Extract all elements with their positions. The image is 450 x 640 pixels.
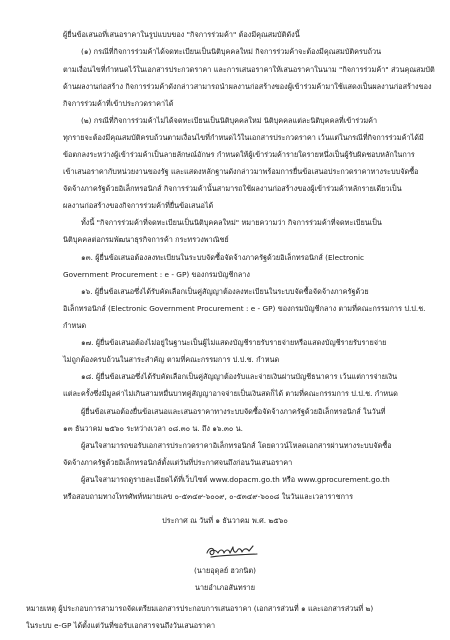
item-13-line-2: Government Procurement : e - GP) ของกรมบัญชีกลาง	[63, 270, 250, 279]
signature-mark	[203, 541, 263, 561]
remark-line-1: หมายเหตุ ผู้ประกอบการสามารถจัดเตรียมเอกสารประกอบการเสนอราคา (เอกสารส่วนที่ ๑ และเอกสารส่วนที่ ๒)	[26, 604, 374, 613]
signatory-title: นายอำเภอสันทราย	[194, 583, 256, 592]
jv-rule-1-line-4: กิจการร่วมค้าที่เข้าประกวดราคาได้	[63, 99, 174, 108]
jv-rule-1-line-1: (๑) กรณีที่กิจการร่วมค้าได้จดทะเบียนเป็นนิติบุคคลใหม่ กิจการร่วมค้าจะต้องมีคุณสมบัติครบถ้วน	[81, 47, 382, 56]
item-13-line-1: ๑๓. ผู้ยื่นข้อเสนอต้องลงทะเบียนในระบบจัดซื้อจัดจ้างภาครัฐด้วยอิเล็กทรอนิกส์ (Electronic	[81, 253, 364, 262]
jv-rule-1-line-3: ด้านผลงานก่อสร้าง กิจการร่วมค้าดังกล่าวสามารถนำผลงานก่อสร้างของผู้เข้าร่วมค้ามาใช้แสดงเป็นผลงานก่อสร้างของ	[63, 82, 432, 91]
download-line-1: ผู้สนใจสามารถขอรับเอกสารประกวดราคาอิเล็กทรอนิกส์ โดยดาวน์โหลดเอกสารผ่านทางระบบจัดซื้อ	[81, 441, 392, 450]
item-16-line-1: ๑๖. ผู้ยื่นข้อเสนอซึ่งได้รับคัดเลือกเป็นคู่สัญญาต้องลงทะเบียนในระบบจัดซื้อจัดจ้างภาครัฐด้วย	[81, 287, 369, 296]
signature	[203, 541, 263, 561]
download-line-2: จัดจ้างภาครัฐด้วยอิเล็กทรอนิกส์ตั้งแต่วันที่ประกาศจนถึงก่อนวันเสนอราคา	[63, 458, 293, 467]
submission-line-1: ผู้ยื่นข้อเสนอต้องยื่นข้อเสนอและเสนอราคาทางระบบจัดซื้อจัดจ้างภาครัฐด้วยอิเล็กทรอนิกส์ ในวันที่	[81, 407, 386, 416]
item-17-line-2: ไม่ถูกต้องครบถ้วนในสาระสำคัญ ตามที่คณะกรรมการ ป.ป.ช. กำหนด	[63, 355, 280, 364]
item-18-line-2: แต่ละครั้งซึ่งมีมูลค่าไม่เกินสามหมื่นบาทคู่สัญญาอาจจ่ายเป็นเงินสดก็ได้ ตามที่คณะกรรมการ ป.ป.ช. กำหนด	[63, 389, 398, 398]
submission-line-2: ๑๓ ธันวาคม ๒๕๖๐ ระหว่างเวลา ๐๘.๓๐ น. ถึง ๑๖.๓๐ น.	[63, 424, 243, 433]
jv-definition-line-2: นิติบุคคลต่อกรมพัฒนาธุรกิจการค้า กระทรวงพาณิชย์	[63, 235, 229, 244]
remark-line-2: ในระบบ e-GP ได้ตั้งแต่วันที่ขอรับเอกสารจนถึงวันเสนอราคา	[26, 621, 216, 630]
item-16-line-3: กำหนด	[63, 321, 87, 330]
jv-rule-2-line-6: ผลงานก่อสร้างของกิจการร่วมค้าที่ยื่นข้อเสนอได้	[63, 201, 214, 210]
contact-line-1: ผู้สนใจสามารถดูรายละเอียดได้ที่เว็บไซต์ www.dopacm.go.th หรือ www.gprocurement.go.th	[81, 475, 390, 484]
item-16-line-2: อิเล็กทรอนิกส์ (Electronic Government Procurement : e - GP) ของกรมบัญชีกลาง ตามที่คณะกรรมการ ป.ป.ช.	[63, 304, 426, 313]
jv-rule-1-line-2: ตามเงื่อนไขที่กำหนดไว้ในเอกสารประกวดราคา และการเสนอราคาให้เสนอราคาในนาม "กิจการร่วมค้า" ส่วนคุณสมบัติ	[63, 65, 435, 74]
contact-line-2: หรือสอบถามทางโทรศัพท์หมายเลข ๐-๕๓๔๙-๖๐๐๙, ๐-๕๓๔๙-๖๐๐๘ ในวันและเวลาราชการ	[63, 492, 354, 501]
announce-date: ประกาศ ณ วันที่ ๑ ธันวาคม พ.ศ. ๒๕๖๐	[162, 516, 288, 525]
jv-rule-2-line-5: จัดจ้างภาครัฐด้วยอิเล็กทรอนิกส์ กิจการร่วมค้านั้นสามารถใช้ผลงานก่อสร้างของผู้เข้าร่วมค้าหลักรายเดียวเป็น	[63, 184, 402, 193]
signatory-name: (นายอุดุลย์ ฮวกนิต)	[194, 566, 256, 575]
jv-rule-2-line-3: ข้อตกลงระหว่างผู้เข้าร่วมค้าเป็นลายลักษณ์อักษร กำหนดให้ผู้เข้าร่วมค้ารายใดรายหนึ่งเป็นผู้รับผิดชอบหลักในการ	[63, 150, 415, 159]
jv-rule-2-line-2: ทุกรายจะต้องมีคุณสมบัติครบถ้วนตามเงื่อนไขที่กำหนดไว้ในเอกสารประกวดราคา เว้นแต่ในกรณีที่กิจการร่วมค้าได้มี	[63, 133, 424, 142]
item-18-line-1: ๑๘. ผู้ยื่นข้อเสนอซึ่งได้รับคัดเลือกเป็นคู่สัญญาต้องรับและจ่ายเงินผ่านบัญชีธนาคาร เว้นแต่การจ่ายเงิน	[81, 372, 398, 381]
jv-definition-line-1: ทั้งนี้ "กิจการร่วมค้าที่จดทะเบียนเป็นนิติบุคคลใหม่" หมายความว่า กิจการร่วมค้าที่จดทะเบียนเป็น	[81, 218, 382, 227]
item-17-line-1: ๑๗. ผู้ยื่นข้อเสนอต้องไม่อยู่ในฐานะเป็นผู้ไม่แสดงบัญชีรายรับรายจ่ายหรือแสดงบัญชีรายรับรายจ่าย	[81, 338, 387, 347]
jv-intro: ผู้ยื่นข้อเสนอที่เสนอราคาในรูปแบบของ "กิจการร่วมค้า" ต้องมีคุณสมบัติดังนี้	[63, 30, 300, 39]
jv-rule-2-line-1: (๒) กรณีที่กิจการร่วมค้าไม่ได้จดทะเบียนเป็นนิติบุคคลใหม่ นิติบุคคลแต่ละนิติบุคคลที่เข้าร่วมค้า	[81, 116, 378, 125]
jv-rule-2-line-4: เข้าเสนอราคากับหน่วยงานของรัฐ และแสดงหลักฐานดังกล่าวมาพร้อมการยื่นข้อเสนอประกวดราคาทางระบบจัดซื้อ	[63, 167, 419, 176]
